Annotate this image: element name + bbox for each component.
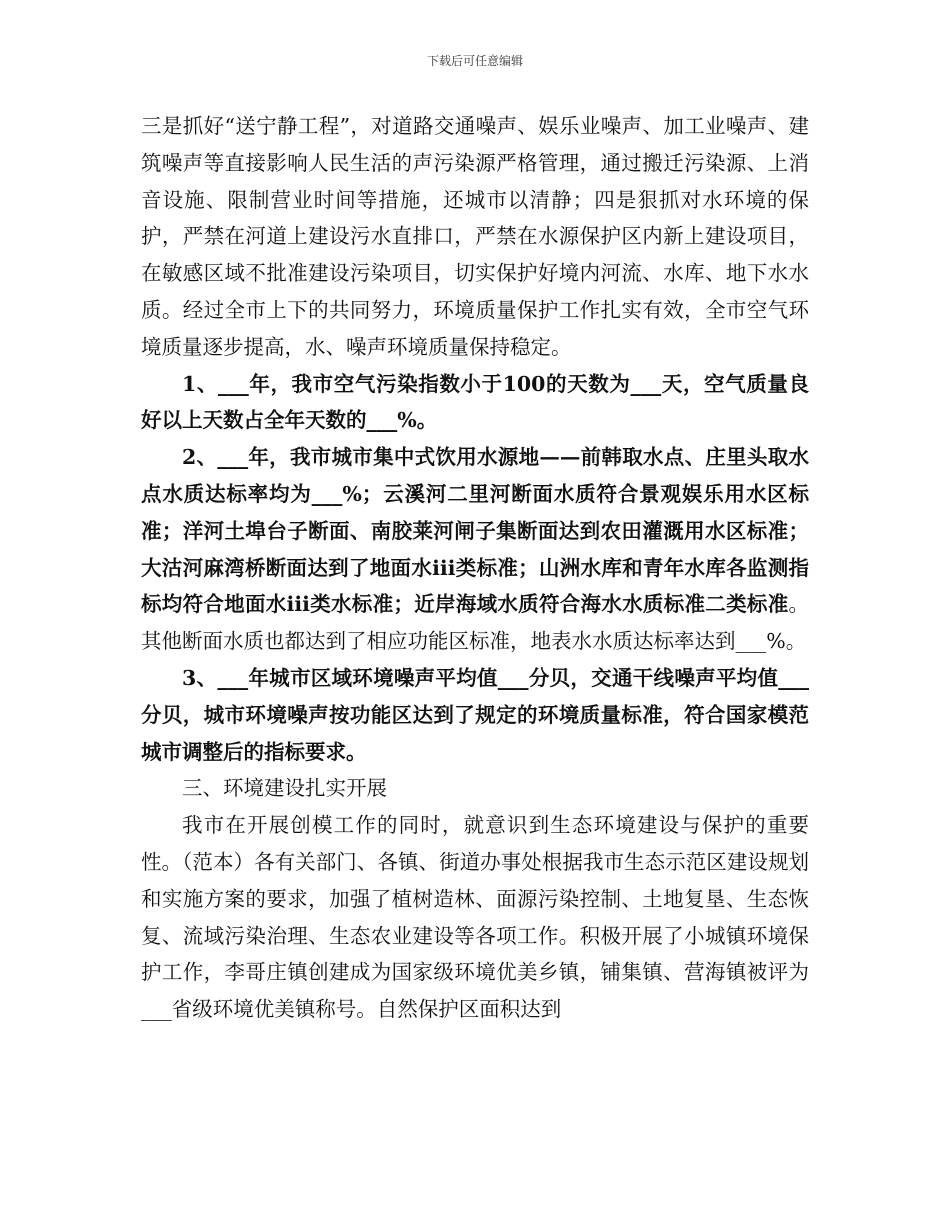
paragraph-ecological-construction: 我市在开展创模工作的同时，就意识到生态环境建设与保护的重要性。（范本）各有关部门、各镇、街道办事处根据我市生态示范区建设规划和实施方案的要求，加强了植树造林、面源污染控制、土地复垦、生态恢复、流域污染治理、生态农业建设等各项工作。积极开展了小城镇环境保护工作，李哥庄镇创建成为国家级环境优美乡镇，铺集镇、营海镇被评为___省级环境优美镇称号。自然保护区面积达到 — [141, 813, 809, 1022]
document-body — [141, 108, 809, 1028]
section-heading-environment-construction: 三、环境建设扎实开展 — [182, 776, 387, 801]
paragraph-water-quality — [141, 439, 809, 660]
paragraph-noise-level: 3、___年城市区域环境噪声平均值___分贝，交通干线噪声平均值___分贝，城市环境噪声按功能区达到了规定的环境质量标准，符合国家模范城市调整后的指标要求。 — [141, 665, 809, 764]
paragraph-environment-measures: 三是抓好“送宁静工程”，对道路交通噪声、娱乐业噪声、加工业噪声、建筑噪声等直接影响人民生活的声污染源严格管理，通过搬迁污染源、上消音设施、限制营业时间等措施，还城市以清静；四是狠抓对水环境的保护，严禁在河道上建设污水直排口，严禁在水源保护区内新上建设项目，在敏感区域不批准建设污染项目，切实保护好境内河流、水库、地下水水质。经过全市上下的共同努力，环境质量保护工作扎实有效，全市空气环境质量逐步提高，水、噪声环境质量保持稳定。 — [141, 114, 809, 359]
page-header: 下载后可任意编辑 — [426, 54, 523, 68]
paragraph-air-quality: 1、___年，我市空气污染指数小于100的天数为___天，空气质量良好以上天数占全年天数的___%。 — [141, 371, 809, 433]
water-quality-normal-text: 。其他断面水质也都达到了相应功能区标准，地表水水质达标率达到___%。 — [141, 592, 809, 654]
water-quality-bold-text: 2、___年，我市城市集中式饮用水源地——前韩取水点、庄里头取水点水质达标率均为___%；云溪河二里河断面水质符合景观娱乐用水区标准；洋河土埠台子断面、南胶莱河闸子集断面达到农田灌溉用水区标准；大沽河麻湾桥断面达到了地面水ⅲ类标准；山洲水库和青年水库各监测指标均符合地面水iii类水标准；近岸海域水质符合海水水质标准二类标准 — [141, 445, 809, 617]
